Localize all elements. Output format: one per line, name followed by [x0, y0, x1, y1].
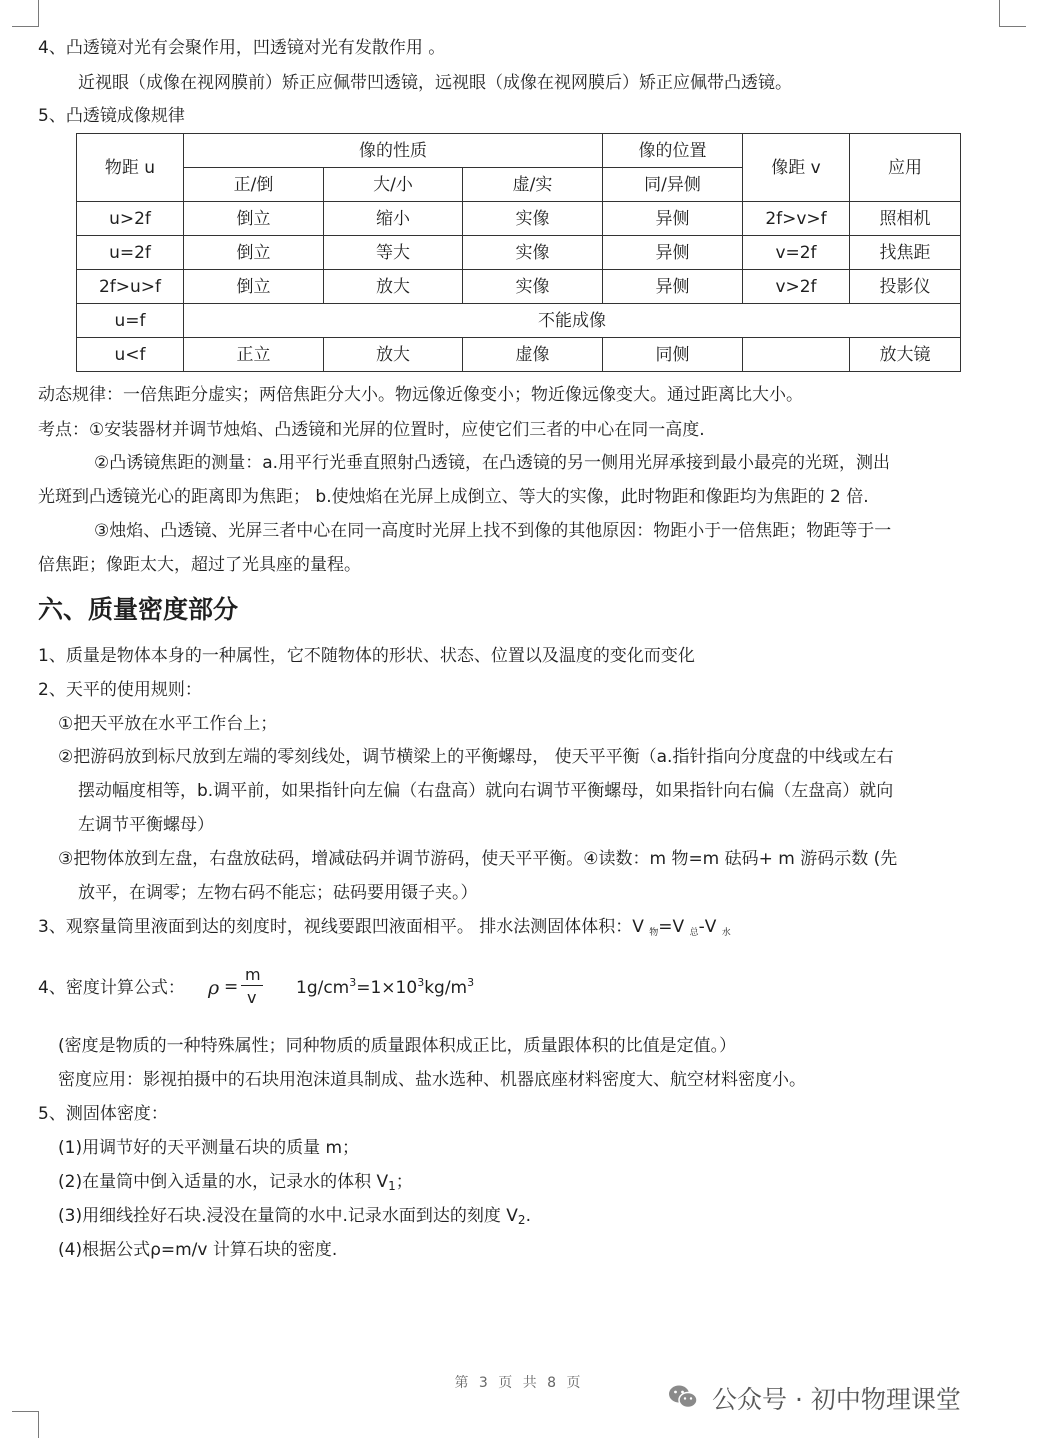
table-cell: 放大: [324, 338, 463, 372]
table-cell: 倒立: [184, 202, 324, 236]
table-cell: 实像: [463, 236, 603, 270]
text-line: ②凸诱镜焦距的测量：a.用平行光垂直照射凸透镜，在凸透镜的另一侧用光屏承接到最小最亮的光斑，测出: [94, 453, 891, 473]
text-line: (4)根据公式ρ=m/v 计算石块的密度.: [58, 1240, 338, 1260]
text-span: -V: [698, 917, 722, 937]
table-cell: 实像: [463, 202, 603, 236]
text-span: (2)在量筒中倒入适量的水，记录水的体积 V: [58, 1172, 389, 1192]
subscript: 物: [649, 928, 659, 938]
header-image-distance: 像距 v: [743, 134, 850, 202]
page-footer: 第 3 页 共 8 页: [454, 1375, 584, 1391]
table-cell: v>2f: [743, 270, 850, 304]
text-line: 密度应用：影视拍摄中的石块用泡沫道具制成、盐水选种、机器底座材料密度大、航空材料密度小。: [58, 1070, 806, 1090]
text-line: [38, 915, 731, 939]
subheader-cell: 大/小: [324, 168, 463, 202]
superscript: 3: [417, 976, 425, 989]
table-cell: 2f>u>f: [77, 270, 184, 304]
table-cell: 放大: [324, 270, 463, 304]
unit-conversion: [296, 976, 474, 1000]
table-cell: 异侧: [603, 202, 743, 236]
text-line: 1、质量是物体本身的一种属性，它不随物体的形状、状态、位置以及温度的变化而变化: [38, 646, 695, 666]
subscript: 水: [721, 928, 731, 938]
table-cell: 同侧: [603, 338, 743, 372]
section-heading: 六、质量密度部分: [38, 595, 239, 624]
table-cell: 异侧: [603, 236, 743, 270]
text-line: [58, 1170, 413, 1194]
superscript: 3: [349, 976, 357, 989]
text-span: ；: [395, 1172, 413, 1192]
crop-mark-top-right: [999, 0, 1026, 27]
subheader-cell: 正/倒: [184, 168, 324, 202]
wechat-icon: [668, 1384, 698, 1410]
fraction-bar: [241, 985, 263, 986]
text-line: 放平，在调零；左物右码不能忘；砝码要用镊子夹。）: [78, 883, 478, 903]
text-line: 左调节平衡螺母）: [78, 815, 214, 835]
table-cell: 找焦距: [850, 236, 961, 270]
table-cell: u=2f: [77, 236, 184, 270]
subheader-cell: 虚/实: [463, 168, 603, 202]
table-cell: 2f>v>f: [743, 202, 850, 236]
table-cell: 放大镜: [850, 338, 961, 372]
fraction-denominator: v: [247, 988, 257, 1007]
text-line: 5、测固体密度：: [38, 1104, 168, 1124]
crop-mark-bottom-left: [12, 1411, 39, 1438]
table-cell: v=2f: [743, 236, 850, 270]
header-image-position: 像的位置: [603, 134, 743, 168]
header-object-distance: 物距 u: [77, 134, 184, 202]
watermark: [668, 1378, 1008, 1418]
text-line: 5、凸透镜成像规律: [38, 106, 185, 126]
text-span: =1×10: [356, 978, 418, 998]
table-row: [77, 338, 961, 372]
table-cell: 倒立: [184, 236, 324, 270]
text-line: ②把游码放到标尺放到左端的零刻线处，调节横梁上的平衡螺母， 使天平平衡（a.指针指向分度盘的中线或左右: [58, 747, 894, 767]
table-row: [77, 270, 961, 304]
subheader-cell: 同/异侧: [603, 168, 743, 202]
table-header-row: [77, 134, 961, 168]
text-line: 近视眼（成像在视网膜前）矫正应佩带凹透镜，远视眼（成像在视网膜后）矫正应佩带凸透镜。: [78, 73, 792, 93]
watermark-text: 公众号 · 初中物理课堂: [712, 1385, 961, 1414]
text-line: 动态规律：一倍焦距分虚实；两倍焦距分大小。物远像近像变小；物近像远像变大。通过距离比大小。: [38, 385, 803, 405]
table-cell: 正立: [184, 338, 324, 372]
subscript: 总: [689, 928, 699, 938]
table-cell: 倒立: [184, 270, 324, 304]
text-line: 考点：①安装器材并调节烛焰、凸透镜和光屏的位置时，应使它们三者的中心在同一高度.: [38, 420, 705, 440]
table-cell: 实像: [463, 270, 603, 304]
table-row: [77, 304, 961, 338]
table-cell: 不能成像: [184, 304, 961, 338]
text-span: (3)用细线拴好石块.浸没在量筒的水中.记录水面到达的刻度 V: [58, 1206, 518, 1226]
text-line: (1)用调节好的天平测量石块的质量 m；: [58, 1138, 360, 1158]
subscript: 2: [517, 1213, 526, 1227]
text-span: 1g/cm: [296, 978, 350, 998]
table-cell: 虚像: [463, 338, 603, 372]
lens-imaging-table: [76, 133, 961, 372]
text-line: 倍焦距；像距太大，超过了光具座的量程。: [38, 555, 361, 575]
table-cell: u=f: [77, 304, 184, 338]
text-line: 4、密度计算公式：: [38, 978, 185, 998]
table-cell: 照相机: [850, 202, 961, 236]
text-line: 2、天平的使用规则：: [38, 680, 202, 700]
rho-symbol: ρ: [208, 977, 220, 999]
header-image-nature: 像的性质: [184, 134, 603, 168]
header-application: 应用: [850, 134, 961, 202]
superscript: 3: [467, 976, 475, 989]
table-cell: u<f: [77, 338, 184, 372]
text-span: 3、观察量筒里液面到达的刻度时，视线要跟凹液面相平。 排水法测固体体积：V: [38, 917, 650, 937]
text-line: ①把天平放在水平工作台上；: [58, 714, 278, 734]
table-row: [77, 202, 961, 236]
crop-mark-top-left: [12, 0, 39, 27]
table-cell: [743, 338, 850, 372]
text-line: (密度是物质的一种特殊属性；同种物质的质量跟体积成正比，质量跟体积的比值是定值。）: [58, 1036, 737, 1056]
text-span: .: [525, 1206, 531, 1226]
table-row: [77, 236, 961, 270]
table-cell: 投影仪: [850, 270, 961, 304]
text-line: ③把物体放到左盘，右盘放砝码，增减砝码并调节游码，使天平平衡。④读数：m 物=m 砝码+ m 游码示数 (先: [58, 849, 898, 869]
table-cell: 等大: [324, 236, 463, 270]
table-cell: 缩小: [324, 202, 463, 236]
table-cell: 异侧: [603, 270, 743, 304]
fraction-numerator: m: [245, 965, 261, 984]
text-line: ③烛焰、凸透镜、光屏三者中心在同一高度时光屏上找不到像的其他原因：物距小于一倍焦距；物距等于一: [94, 521, 892, 541]
subscript: 1: [388, 1179, 396, 1193]
table-cell: u>2f: [77, 202, 184, 236]
equals-sign: =: [224, 977, 239, 997]
text-span: kg/m: [424, 978, 468, 998]
text-span: =V: [658, 917, 690, 937]
text-line: 摆动幅度相等，b.调平前，如果指针向左偏（右盘高）就向右调节平衡螺母，如果指针向右偏（左盘高）就向: [78, 781, 894, 801]
text-line: 4、凸透镜对光有会聚作用，凹透镜对光有发散作用 。: [38, 38, 446, 58]
density-formula: [205, 965, 305, 1014]
text-line: 光斑到凸透镜光心的距离即为焦距； b.使烛焰在光屏上成倒立、等大的实像，此时物距和像距均为焦距的 2 倍.: [38, 487, 869, 507]
text-line: [58, 1204, 531, 1228]
